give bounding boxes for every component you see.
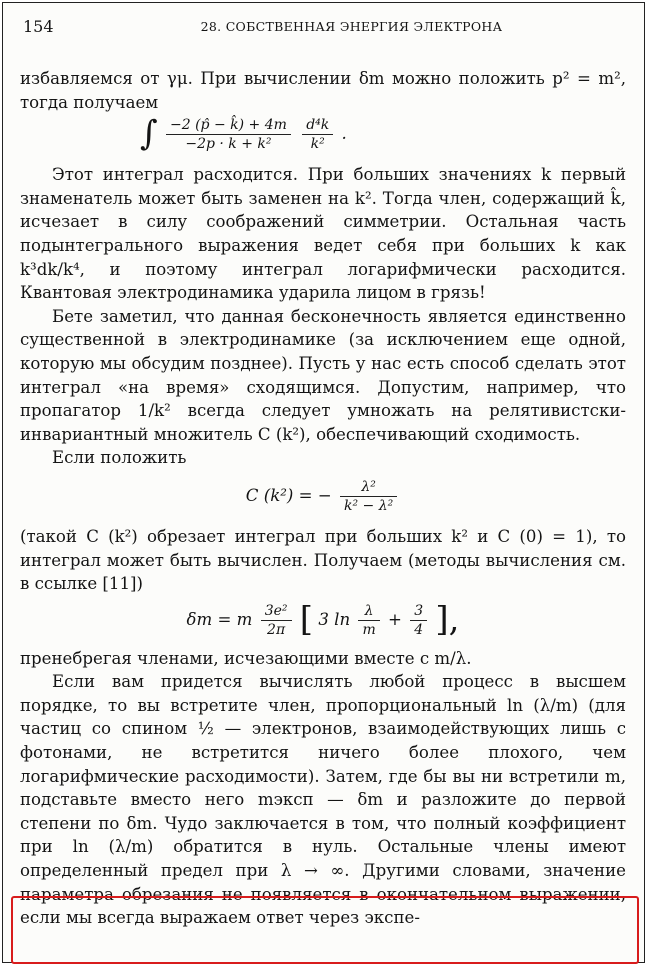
formula-delta-m — [20, 599, 626, 640]
formula-plus: + — [388, 609, 402, 629]
paragraph-3: Если положить — [52, 448, 187, 468]
fraction-coefficient — [261, 602, 292, 639]
fraction-measure — [302, 116, 333, 153]
fraction-denominator: −2p · k + k² — [185, 136, 272, 153]
paragraph-0: избавляемся от γμ. При вычислении δm можно положить p² = m², тогда получаем — [20, 69, 626, 112]
page — [2, 2, 645, 963]
fraction-numerator: λ² — [340, 478, 397, 497]
formula-lhs: δm = m — [186, 609, 253, 629]
formula-integral — [20, 113, 626, 154]
paragraph-4: (такой C (k²) обрезает интеграл при больших k² и C (0) = 1), то интеграл может быть вычислен. Получаем (методы вычисления см. в ссылке [11]) — [20, 526, 626, 594]
fraction-cutoff — [340, 478, 397, 515]
page-header — [23, 17, 620, 41]
paragraph-2: Бете заметил, что данная бесконечность является единственно существенной в электродинамике (за исключением еще одной, которую мы обсудим позднее). Пусть у нас есть способ сделать этот интеграл «на время» сходящимся. Допустим, например, что пропагатор 1/k² всегда следует умножать на релятивистски-инвариантный множитель C (k²), обеспечивающий сходимость. — [20, 306, 626, 444]
fraction-integrand — [166, 116, 291, 153]
page-body — [20, 67, 626, 930]
page-number: 154 — [23, 17, 54, 36]
fraction-three-quarters — [410, 602, 427, 639]
fraction-numerator: λ — [358, 602, 379, 621]
fraction-denominator: m — [362, 621, 376, 638]
fraction-numerator: −2 (p̂ − k̂) + 4m — [166, 116, 291, 135]
paragraph-5: пренебрегая членами, исчезающими вместе с m/λ. — [20, 648, 472, 668]
fraction-numerator: 3 — [410, 602, 427, 621]
bracket-close: ], — [435, 599, 460, 640]
bracket-open: [ — [299, 599, 314, 640]
formula-period: . — [341, 124, 347, 144]
paragraph-1: Этот интеграл расходится. При больших значениях k первый знаменатель может быть заменен на k². Тогда член, содержащий k̂, исчезает в силу соображений симметрии. Остальная часть подынтегрального выражения ведет себя при больших k как k³dk/k⁴, и поэтому интеграл логарифмически расходится. Квантовая электродинамика ударила лицом в грязь! — [20, 165, 626, 303]
integral-sign: ∫ — [140, 113, 158, 154]
fraction-denominator: k² — [310, 136, 325, 153]
fraction-denominator: 4 — [414, 621, 424, 638]
formula-log-term: 3 ln — [318, 609, 351, 629]
running-title: 28. СОБСТВЕННАЯ ЭНЕРГИЯ ЭЛЕКТРОНА — [200, 19, 503, 34]
paragraph-6: Если вам придется вычислять любой процесс в высшем порядке, то вы встретите член, пропорциональный ln (λ/m) (для частиц со спином ½ — электронов, взаимодействующих лишь с фотонами, не встретится ничего более плохого, чем логарифмические расходимости). Затем, где бы вы ни встретили m, подставьте вместо него mэксп — δm и разложите до первой степени по δm. Чудо заключается в том, что полный коэффициент при ln (λ/m) обратится в нуль. Остальные члены имеют определенный предел при λ → ∞. Другими словами, значение параметра обрезания не появляется в окончательном выражении, если мы всегда выражаем ответ через экспе- — [20, 672, 626, 928]
formula-cutoff — [20, 478, 626, 515]
fraction-denominator: 2π — [267, 621, 286, 638]
formula-lhs: C (k²) = − — [245, 485, 332, 505]
fraction-denominator: k² − λ² — [344, 497, 394, 514]
fraction-lambda-m — [358, 602, 379, 639]
fraction-numerator: 3e² — [261, 602, 292, 621]
fraction-numerator: d⁴k — [302, 116, 333, 135]
